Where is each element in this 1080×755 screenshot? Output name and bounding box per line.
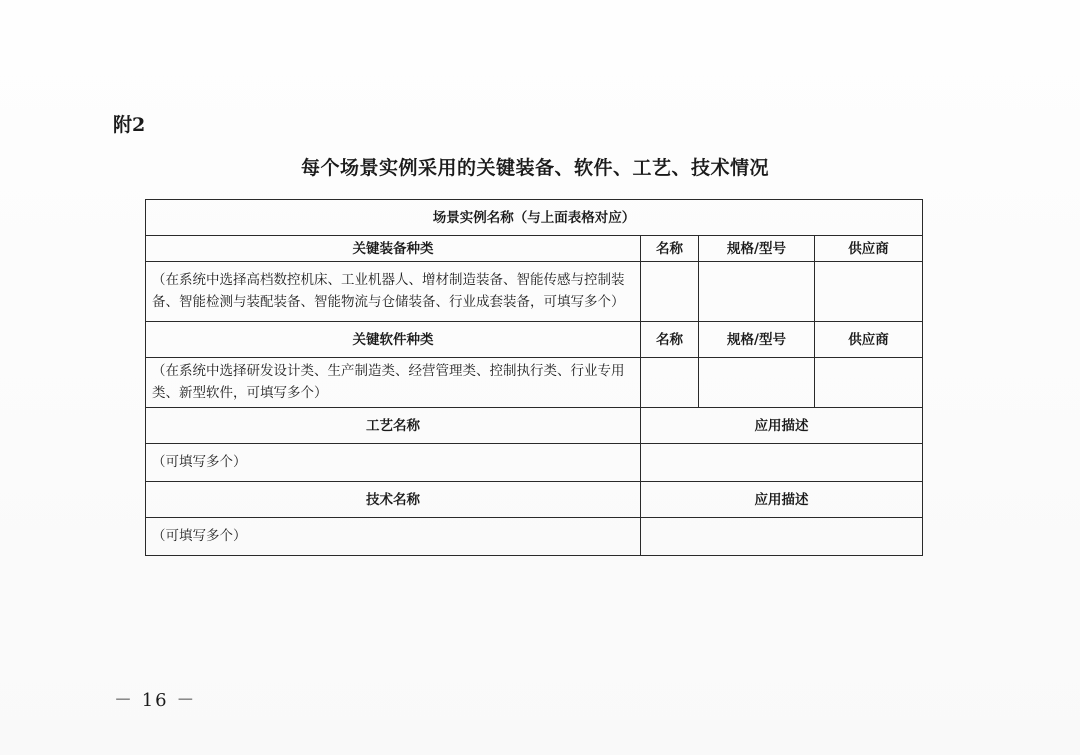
equipment-spec-cell[interactable] (699, 262, 815, 322)
table-row (146, 444, 923, 482)
software-supplier-cell[interactable] (815, 358, 923, 408)
process-desc-cell[interactable] (641, 444, 923, 482)
software-note: （在系统中选择研发设计类、生产制造类、经营管理类、控制执行类、行业专用类、新型软件，可填写多个） (146, 358, 641, 408)
technology-desc-cell[interactable] (641, 518, 923, 556)
equipment-supplier-cell[interactable] (815, 262, 923, 322)
software-spec-cell[interactable] (699, 358, 815, 408)
technology-note: （可填写多个） (146, 518, 641, 556)
process-note: （可填写多个） (146, 444, 641, 482)
document-title: 每个场景实例采用的关键装备、软件、工艺、技术情况 (300, 157, 769, 179)
annex-label: 附2 (113, 114, 146, 136)
table-row (146, 200, 923, 236)
table-row (146, 358, 923, 408)
equipment-name-cell[interactable] (641, 262, 699, 322)
equipment-type-header: 关键装备种类 (146, 236, 641, 262)
software-spec-header: 规格/型号 (699, 322, 815, 358)
table-row (146, 408, 923, 444)
software-type-header: 关键软件种类 (146, 322, 641, 358)
key-equipment-table (145, 199, 923, 556)
equipment-supplier-header: 供应商 (815, 236, 923, 262)
equipment-name-header: 名称 (641, 236, 699, 262)
scene-name-header: 场景实例名称（与上面表格对应） (146, 200, 923, 236)
process-name-header: 工艺名称 (146, 408, 641, 444)
table-row (146, 518, 923, 556)
page-number: － 16 － (114, 690, 197, 711)
table-row (146, 236, 923, 262)
software-name-cell[interactable] (641, 358, 699, 408)
software-name-header: 名称 (641, 322, 699, 358)
technology-desc-header: 应用描述 (641, 482, 923, 518)
table-row (146, 262, 923, 322)
process-desc-header: 应用描述 (641, 408, 923, 444)
table-row (146, 322, 923, 358)
equipment-spec-header: 规格/型号 (699, 236, 815, 262)
technology-name-header: 技术名称 (146, 482, 641, 518)
table-row (146, 482, 923, 518)
equipment-note: （在系统中选择高档数控机床、工业机器人、增材制造装备、智能传感与控制装备、智能检测与装配装备、智能物流与仓储装备、行业成套装备，可填写多个） (146, 262, 641, 322)
software-supplier-header: 供应商 (815, 322, 923, 358)
